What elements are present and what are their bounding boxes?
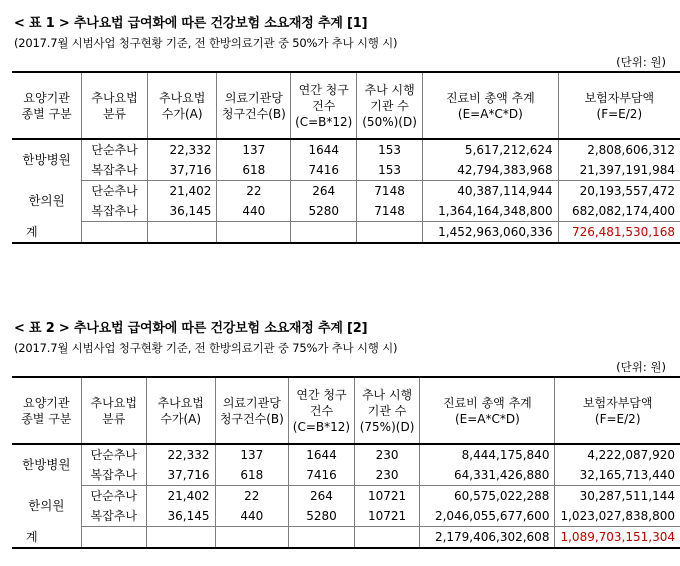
column-header-line: 추나요법	[90, 395, 137, 410]
inst-cell: 153	[357, 139, 423, 160]
column-header-line: (E=A*C*D)	[457, 106, 523, 121]
total-cell: 64,331,426,880	[420, 465, 555, 486]
fee-cell: 22,332	[146, 444, 215, 465]
column-header	[354, 377, 419, 444]
fee-cell: 22,332	[147, 139, 217, 160]
column-header-line: 연간 청구	[298, 82, 349, 97]
empty-cell	[354, 527, 419, 549]
inst-cell: 153	[357, 160, 423, 181]
insurer-cell: 21,397,191,984	[558, 160, 680, 181]
table-title: < 표 1 > 추나요법 급여화에 따른 건강보험 소요재정 추계 [1]	[14, 16, 368, 31]
column-header-line: 청구건수(B)	[221, 106, 286, 121]
column-header-line: 수가(A)	[160, 411, 202, 426]
chuna-type-cell: 복잡추나	[81, 465, 146, 486]
institution-type-cell: 한의원	[12, 181, 82, 222]
column-header-line: 의료기관당	[224, 90, 283, 105]
column-header	[422, 72, 558, 139]
column-header-line: (C=B*12)	[295, 114, 353, 129]
column-header	[12, 72, 82, 139]
chuna-type-cell: 단순추나	[81, 444, 146, 465]
column-header	[215, 377, 289, 444]
chuna-type-cell: 단순추나	[82, 181, 148, 202]
table-row	[12, 444, 680, 465]
unit-label: (단위: 원)	[616, 55, 666, 69]
header-row	[12, 377, 680, 444]
column-header-line: 보험자부담액	[582, 395, 653, 410]
column-header-line: 분류	[102, 411, 126, 426]
column-header-line: 요양기관	[23, 90, 70, 105]
institution-type-cell: 한방병원	[12, 139, 82, 181]
total-cell: 42,794,383,968	[422, 160, 558, 181]
inst-cell: 230	[354, 465, 419, 486]
column-header-line: (C=B*12)	[292, 419, 351, 434]
fee-cell: 36,145	[147, 201, 217, 222]
column-header-line: (75%)(D)	[359, 419, 415, 434]
total-cell: 1,364,164,348,800	[422, 201, 558, 222]
inst-cell: 7148	[357, 181, 423, 202]
column-header-line: 추나 시행	[361, 387, 413, 402]
annual-cell: 264	[289, 486, 355, 507]
claims-cell: 440	[217, 201, 291, 222]
total-row	[12, 527, 680, 549]
column-header	[357, 72, 423, 139]
column-header	[146, 377, 215, 444]
claims-cell: 618	[215, 465, 289, 486]
empty-cell	[291, 222, 357, 244]
inst-cell: 10721	[354, 486, 419, 507]
column-header-line: 진료비 총액 추계	[445, 90, 535, 105]
table-row	[12, 139, 680, 160]
annual-cell: 5280	[291, 201, 357, 222]
column-header	[12, 377, 81, 444]
inst-cell: 230	[354, 444, 419, 465]
table-row	[12, 160, 680, 181]
chuna-type-cell: 복잡추나	[82, 201, 148, 222]
column-header-line: 기관 수	[367, 403, 407, 418]
column-header	[291, 72, 357, 139]
finance-table	[12, 71, 680, 244]
claims-cell: 618	[217, 160, 291, 181]
table-row	[12, 465, 680, 486]
annual-cell: 7416	[291, 160, 357, 181]
column-header-line: (F=E/2)	[594, 411, 641, 426]
header-row	[12, 72, 680, 139]
column-header-line: 추나요법	[91, 90, 138, 105]
empty-cell	[147, 222, 217, 244]
column-header-line: 진료비 총액 추계	[442, 395, 532, 410]
column-header-line: 건수	[309, 403, 334, 418]
insurer-cell: 1,023,027,838,800	[555, 506, 680, 527]
institution-type-cell: 한방병원	[12, 444, 81, 486]
column-header-line: (F=E/2)	[596, 106, 643, 121]
empty-cell	[357, 222, 423, 244]
column-header-line: 분류	[102, 106, 127, 121]
unit-label: (단위: 원)	[616, 360, 666, 374]
insurer-cell: 4,222,087,920	[555, 444, 680, 465]
claims-cell: 137	[217, 139, 291, 160]
empty-cell	[217, 222, 291, 244]
column-header-line: 기관 수	[370, 98, 409, 113]
fee-cell: 37,716	[146, 465, 215, 486]
insurer-cell: 20,193,557,472	[558, 181, 680, 202]
claims-cell: 440	[215, 506, 289, 527]
insurer-total-cell: 726,481,530,168	[558, 222, 680, 244]
finance-table	[12, 376, 680, 549]
column-header-line: 연간 청구	[296, 387, 347, 402]
insurer-total-cell: 1,089,703,151,304	[555, 527, 680, 549]
table-subtitle: (2017.7월 시범사업 청구현황 기준, 전 한방의료기관 중 50%가 추나 시행 시)	[14, 36, 398, 50]
chuna-type-cell: 단순추나	[81, 486, 146, 507]
empty-cell	[289, 527, 355, 549]
column-header-line: 보험자부담액	[584, 90, 655, 105]
column-header-line: 건수	[312, 98, 336, 113]
institution-type-cell: 한의원	[12, 486, 81, 527]
column-header	[420, 377, 555, 444]
column-header-line: (50%)(D)	[362, 114, 417, 129]
claims-cell: 22	[215, 486, 289, 507]
total-cell: 40,387,114,944	[422, 181, 558, 202]
column-header	[82, 72, 148, 139]
grand-total-cell: 2,179,406,302,608	[420, 527, 555, 549]
column-header-line: 청구건수(B)	[219, 411, 284, 426]
column-header-line: 종별 구분	[21, 411, 72, 426]
insurer-cell: 30,287,511,144	[555, 486, 680, 507]
claims-cell: 22	[217, 181, 291, 202]
fee-cell: 37,716	[147, 160, 217, 181]
insurer-cell: 32,165,713,440	[555, 465, 680, 486]
inst-cell: 7148	[357, 201, 423, 222]
column-header	[147, 72, 217, 139]
column-header-line: 추나요법	[158, 90, 206, 105]
inst-cell: 10721	[354, 506, 419, 527]
empty-cell	[81, 527, 146, 549]
column-header	[217, 72, 291, 139]
table-subtitle: (2017.7월 시범사업 청구현황 기준, 전 한방의료기관 중 75%가 추나 시행 시)	[14, 341, 398, 355]
claims-cell: 137	[215, 444, 289, 465]
empty-cell	[82, 222, 148, 244]
total-label: 계	[12, 527, 81, 549]
total-cell: 2,046,055,677,600	[420, 506, 555, 527]
table-title: < 표 2 > 추나요법 급여화에 따른 건강보험 소요재정 추계 [2]	[14, 321, 368, 336]
total-cell: 60,575,022,288	[420, 486, 555, 507]
column-header-line: 요양기관	[23, 395, 70, 410]
total-row	[12, 222, 680, 244]
column-header-line: 종별 구분	[21, 106, 72, 121]
annual-cell: 7416	[289, 465, 355, 486]
column-header-line: 추나 시행	[364, 82, 415, 97]
column-header-line: 수가(A)	[161, 106, 203, 121]
fee-cell: 21,402	[147, 181, 217, 202]
annual-cell: 1644	[291, 139, 357, 160]
column-header-line: 추나요법	[157, 395, 204, 410]
empty-cell	[215, 527, 289, 549]
fee-cell: 36,145	[146, 506, 215, 527]
chuna-type-cell: 복잡추나	[81, 506, 146, 527]
column-header-line: 의료기관당	[222, 395, 281, 410]
column-header	[555, 377, 680, 444]
table-row	[12, 181, 680, 202]
fee-cell: 21,402	[146, 486, 215, 507]
table-row	[12, 486, 680, 507]
total-cell: 8,444,175,840	[420, 444, 555, 465]
annual-cell: 264	[291, 181, 357, 202]
total-label: 계	[12, 222, 82, 244]
table-row	[12, 201, 680, 222]
annual-cell: 1644	[289, 444, 355, 465]
chuna-type-cell: 단순추나	[82, 139, 148, 160]
total-cell: 5,617,212,624	[422, 139, 558, 160]
annual-cell: 5280	[289, 506, 355, 527]
column-header-line: (E=A*C*D)	[454, 411, 520, 426]
insurer-cell: 682,082,174,400	[558, 201, 680, 222]
insurer-cell: 2,808,606,312	[558, 139, 680, 160]
column-header	[289, 377, 355, 444]
chuna-type-cell: 복잡추나	[82, 160, 148, 181]
grand-total-cell: 1,452,963,060,336	[422, 222, 558, 244]
column-header	[558, 72, 680, 139]
table-row	[12, 506, 680, 527]
column-header	[81, 377, 146, 444]
empty-cell	[146, 527, 215, 549]
